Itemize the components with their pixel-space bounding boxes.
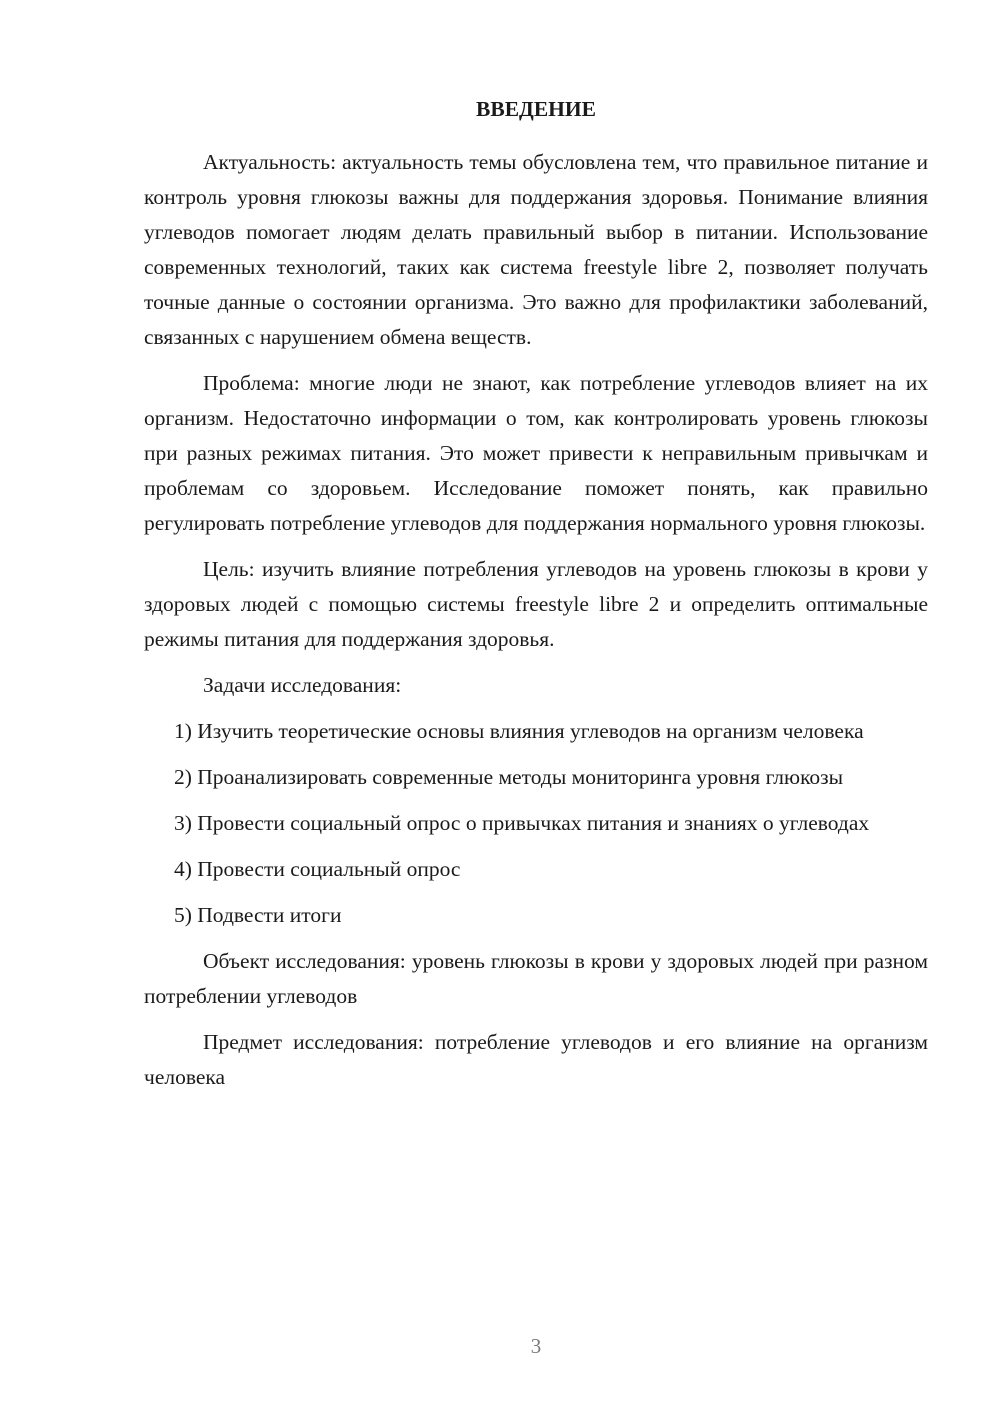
paragraph-research-subject: Предмет исследования: потребление углеводов и его влияние на организм человека xyxy=(144,1030,928,1089)
task-item-2: 2) Проанализировать современные методы мониторинга уровня глюкозы xyxy=(174,765,844,789)
task-item-5: 5) Подвести итоги xyxy=(174,903,342,927)
paragraph-relevance: Актуальность: актуальность темы обусловлена тем, что правильное питание и контроль уровня глюкозы важны для поддержания здоровья. Понимание влияния углеводов помогает людям делать правильный выбор в питании. Использование современных технологий, таких как система freestyle libre 2, позволяет получать точные данные о состоянии организма. Это важно для профилактики заболеваний, связанных с нарушением обмена веществ. xyxy=(144,150,928,349)
paragraph-research-object: Объект исследования: уровень глюкозы в крови у здоровых людей при разном потреблении углеводов xyxy=(144,949,928,1008)
task-item-1: 1) Изучить теоретические основы влияния углеводов на организм человека xyxy=(174,719,864,743)
paragraph-problem: Проблема: многие люди не знают, как потребление углеводов влияет на их организм. Недостаточно информации о том, как контролировать уровень глюкозы при разных режимах питания. Это может привести к неправильным привычкам и проблемам со здоровьем. Исследование поможет понять, как правильно регулировать потребление углеводов для поддержания нормального уровня глюкозы. xyxy=(144,371,928,535)
task-item-3: 3) Провести социальный опрос о привычках питания и знаниях о углеводах xyxy=(174,811,870,835)
paragraph-tasks-heading: Задачи исследования: xyxy=(203,673,402,697)
page-number: 3 xyxy=(530,1334,542,1358)
task-item-4: 4) Провести социальный опрос xyxy=(174,857,461,881)
paragraph-goal: Цель: изучить влияние потребления углеводов на уровень глюкозы в крови у здоровых людей с помощью системы freestyle libre 2 и определить оптимальные режимы питания для поддержания здоровья. xyxy=(144,557,928,651)
section-title: ВВЕДЕНИЕ xyxy=(476,97,596,121)
document-body xyxy=(144,92,928,1106)
